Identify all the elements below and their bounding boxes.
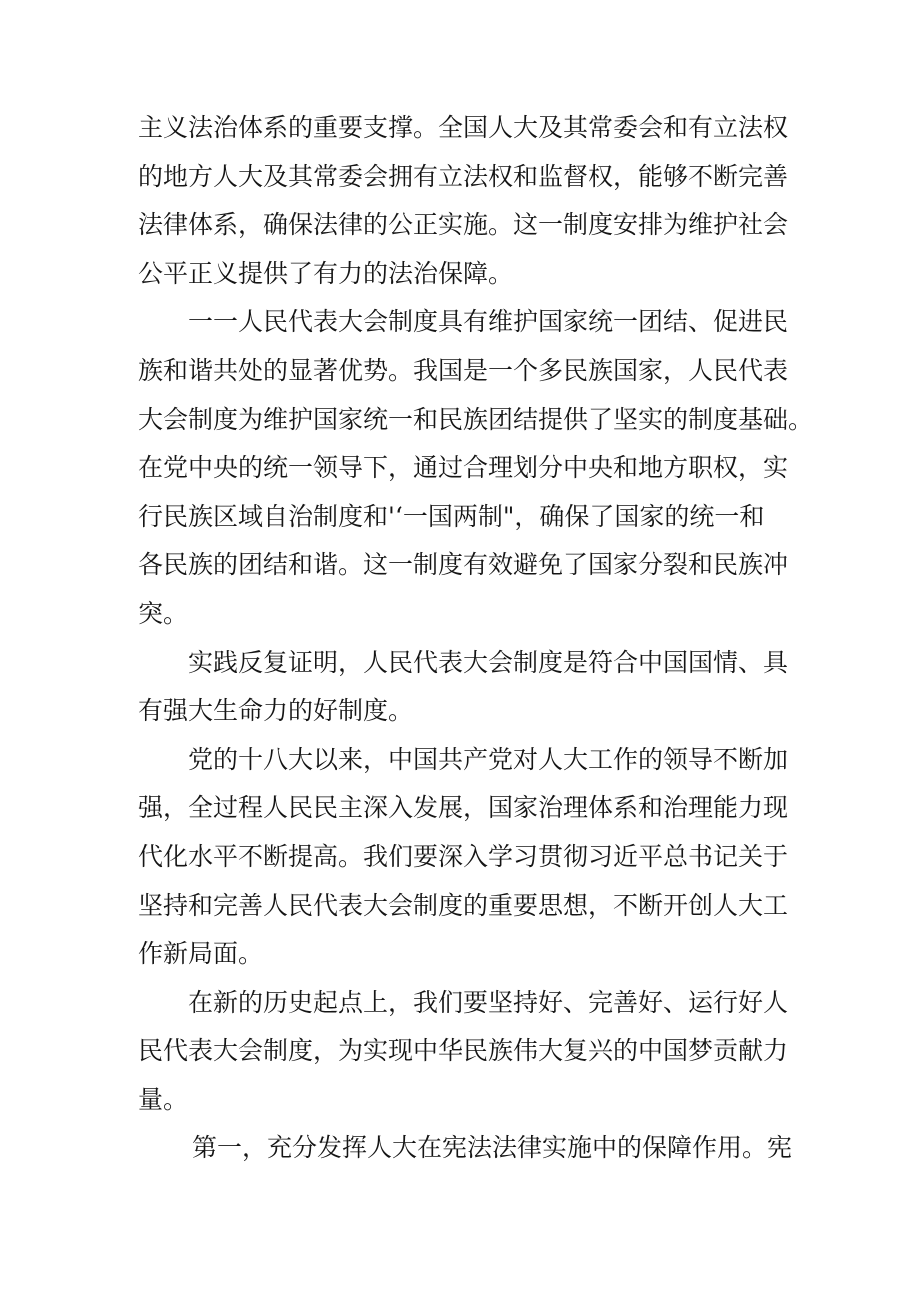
text-line: 法律体系，确保法律的公正实施。这一制度安排为维护社会 bbox=[138, 210, 789, 240]
document-body bbox=[138, 104, 814, 1173]
text-line: 作新局面。 bbox=[138, 939, 264, 969]
text-line: 一一人民代表大会制度具有维护国家统一团结、促进民 bbox=[188, 307, 789, 337]
text-line: 强，全过程人民民主深入发展，国家治理体系和治理能力现 bbox=[138, 793, 789, 823]
text-line: 第一，充分发挥人大在宪法法律实施中的保障作用。宪 bbox=[192, 1133, 793, 1163]
text-line: 党的十八大以来，中国共产党对人大工作的领导不断加 bbox=[188, 744, 789, 774]
text-line: 坚持和完善人民代表大会制度的重要思想，不断开创人大工 bbox=[138, 890, 789, 920]
text-line: 代化水平不断提高。我们要深入学习贯彻习近平总书记关于 bbox=[138, 841, 789, 871]
paragraph-6 bbox=[138, 1124, 798, 1173]
text-line: 主义法治体系的重要支撑。全国人大及其常委会和有立法权 bbox=[138, 113, 789, 142]
text-line: 族和谐共处的显著优势。我国是一个多民族国家，人民代表 bbox=[138, 355, 789, 385]
text-line: 民代表大会制度，为实现中华民族伟大复兴的中国梦贡献力 bbox=[138, 1036, 789, 1066]
text-line: 突。 bbox=[138, 598, 189, 628]
paragraph-3 bbox=[138, 639, 798, 736]
text-line: 行民族区域自治制度和'‘一国两制"，确保了国家的统一和 bbox=[138, 501, 765, 531]
paragraph-4 bbox=[138, 736, 798, 979]
paragraph-1 bbox=[138, 104, 798, 298]
text-line: 各民族的团结和谐。这一制度有效避免了国家分裂和民族冲 bbox=[138, 550, 789, 580]
text-line: 在党中央的统一领导下，通过合理划分中央和地方职权，实 bbox=[138, 453, 789, 483]
paragraph-5 bbox=[138, 979, 798, 1125]
paragraph-2 bbox=[138, 298, 814, 638]
text-line: 实践反复证明，人民代表大会制度是符合中国国情、具 bbox=[188, 647, 789, 677]
text-line: 在新的历史起点上，我们要坚持好、完善好、运行好人 bbox=[188, 987, 789, 1017]
text-line: 量。 bbox=[138, 1084, 189, 1114]
text-line: 有强大生命力的好制度。 bbox=[138, 696, 414, 726]
text-line: 的地方人大及其常委会拥有立法权和监督权，能够不断完善 bbox=[138, 161, 789, 191]
text-line: 公平正义提供了有力的法治保障。 bbox=[138, 258, 514, 288]
text-line: 大会制度为维护国家统一和民族团结提供了坚实的制度基础。 bbox=[138, 404, 814, 434]
